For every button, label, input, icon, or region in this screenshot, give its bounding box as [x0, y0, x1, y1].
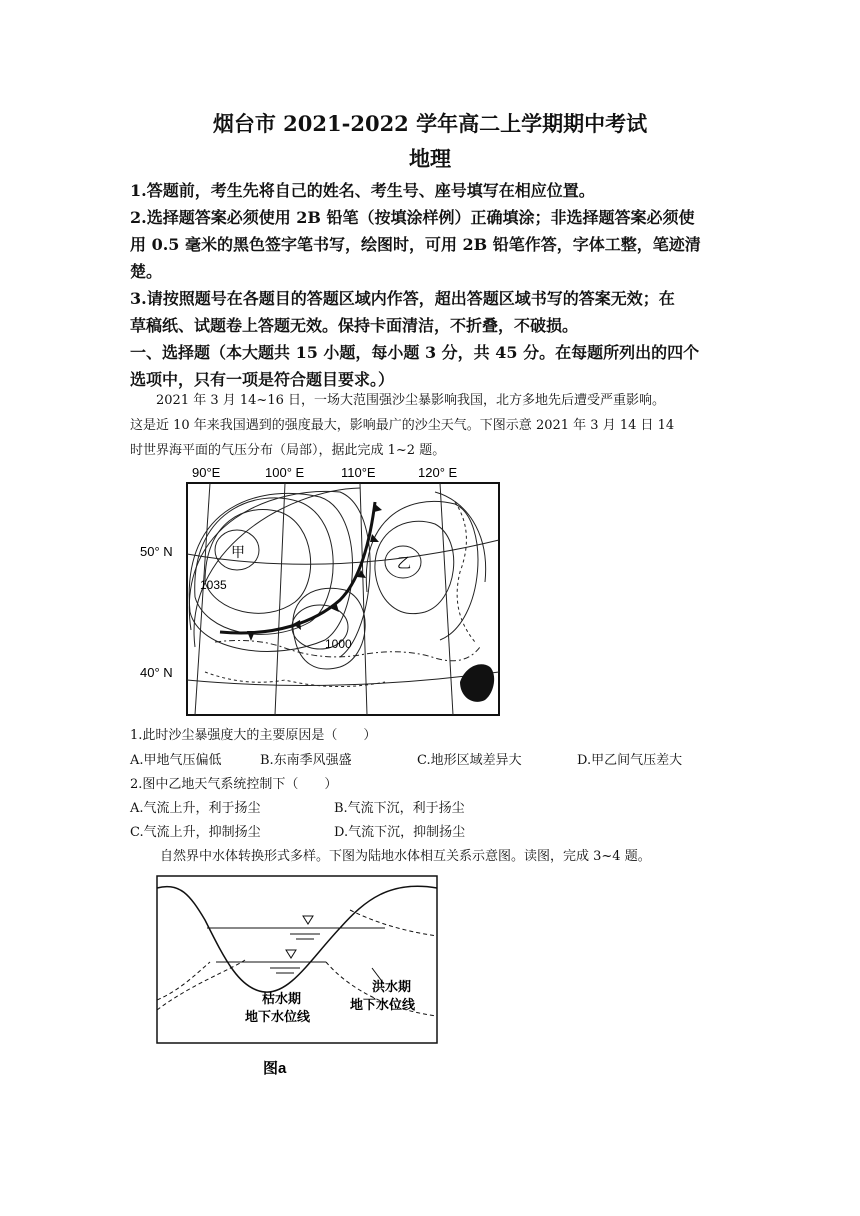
- pressure-map: [135, 462, 515, 722]
- figure-caption: 图a: [263, 1060, 287, 1077]
- isobar: [194, 488, 360, 647]
- instruction-line: 草稿纸、试题卷上答题无效。保持卡面清洁，不折叠，不破损。: [130, 316, 579, 335]
- dry-groundwater-label: 地下水位线: [245, 1009, 311, 1024]
- section-heading: 一、选择题（本大题共 15 小题，每小题 3 分，共 45 分。在每题所列出的四个: [130, 343, 700, 362]
- flood-level-marker: [303, 916, 313, 924]
- passage-line: 自然界中水体转换形式多样。下图为陆地水体相互关系示意图。读图，完成 3~4 题。: [160, 849, 651, 864]
- passage-line: 时世界海平面的气压分布（局部），据此完成 1~2 题。: [130, 443, 446, 458]
- isobar: [205, 510, 311, 614]
- isobar-label: 1035: [200, 578, 227, 592]
- instruction-line: 1.答题前，考生先将自己的姓名、考生号、座号填写在相应位置。: [130, 181, 595, 200]
- answer-option: B.气流下沉，利于扬尘: [334, 801, 465, 816]
- flood-level-marks: [290, 934, 320, 939]
- flood-groundwater-line: [350, 910, 437, 936]
- question-stem: 2.图中乙地天气系统控制下（ ）: [130, 777, 338, 792]
- dry-level-marker: [286, 950, 296, 958]
- question-stem: 1.此时沙尘暴强度大的主要原因是（ ）: [130, 728, 377, 743]
- meridian-line: [360, 483, 367, 715]
- meridian-line: [195, 483, 210, 715]
- groundwater-line: [157, 960, 245, 1010]
- flood-season-label: 洪水期: [372, 979, 412, 994]
- page-title: 烟台市 2021-2022 学年高二上学期期中考试: [212, 111, 648, 136]
- lon-label: 90°E: [192, 465, 221, 480]
- answer-option: C.地形区域差异大: [417, 753, 522, 768]
- instruction-line: 用 0.5 毫米的黑色签字笔书写，绘图时，可用 2B 铅笔作答，字体工整，笔迹清: [130, 235, 701, 254]
- low-label: 乙: [397, 555, 411, 571]
- lon-label: 100° E: [265, 465, 305, 480]
- instruction-line: 3.请按照题号在各题目的答题区域内作答，超出答题区域书写的答案无效；在: [130, 289, 675, 308]
- answer-option: A.甲地气压偏低: [130, 753, 222, 768]
- parallel-line: [187, 672, 499, 685]
- answer-option: D.甲乙间气压差大: [577, 753, 683, 768]
- section-heading: 选项中，只有一项是符合题目要求。）: [130, 370, 395, 389]
- answer-option: D.气流下沉，抑制扬尘: [334, 825, 466, 840]
- water-relations-diagram: [150, 870, 450, 1080]
- answer-option: C.气流上升，抑制扬尘: [130, 825, 261, 840]
- instruction-line: 楚。: [130, 262, 163, 281]
- answer-option: A.气流上升，利于扬尘: [130, 801, 261, 816]
- subject-title: 地理: [409, 146, 451, 171]
- lat-label: 40° N: [140, 665, 173, 680]
- isobar: [189, 493, 352, 651]
- high-label: 甲: [231, 544, 245, 560]
- lat-label: 50° N: [140, 544, 173, 559]
- isobar-label: 1000: [325, 637, 352, 651]
- answer-option: B.东南季风强盛: [260, 753, 352, 768]
- passage-line: 2021 年 3 月 14~16 日，一场大范围强沙尘暴影响我国，北方多地先后遭受严重影响。: [156, 393, 665, 408]
- coastline: [455, 502, 475, 642]
- dry-groundwater-line: [157, 962, 210, 1000]
- lon-label: 110°E: [341, 465, 376, 480]
- isobar: [375, 521, 454, 613]
- passage-line: 这是近 10 年来我国遇到的强度最大，影响最广的沙尘天气。下图示意 2021 年 3 月 14 日 14: [130, 418, 675, 433]
- flood-groundwater-label: 地下水位线: [350, 997, 416, 1012]
- island-shape: [460, 664, 494, 702]
- dry-level-marks: [270, 968, 300, 973]
- dry-season-label: 枯水期: [262, 991, 302, 1006]
- isobar: [189, 491, 370, 657]
- instruction-line: 2.选择题答案必须使用 2B 铅笔（按填涂样例）正确填涂；非选择题答案必须使: [130, 208, 695, 227]
- lon-label: 120° E: [418, 465, 458, 480]
